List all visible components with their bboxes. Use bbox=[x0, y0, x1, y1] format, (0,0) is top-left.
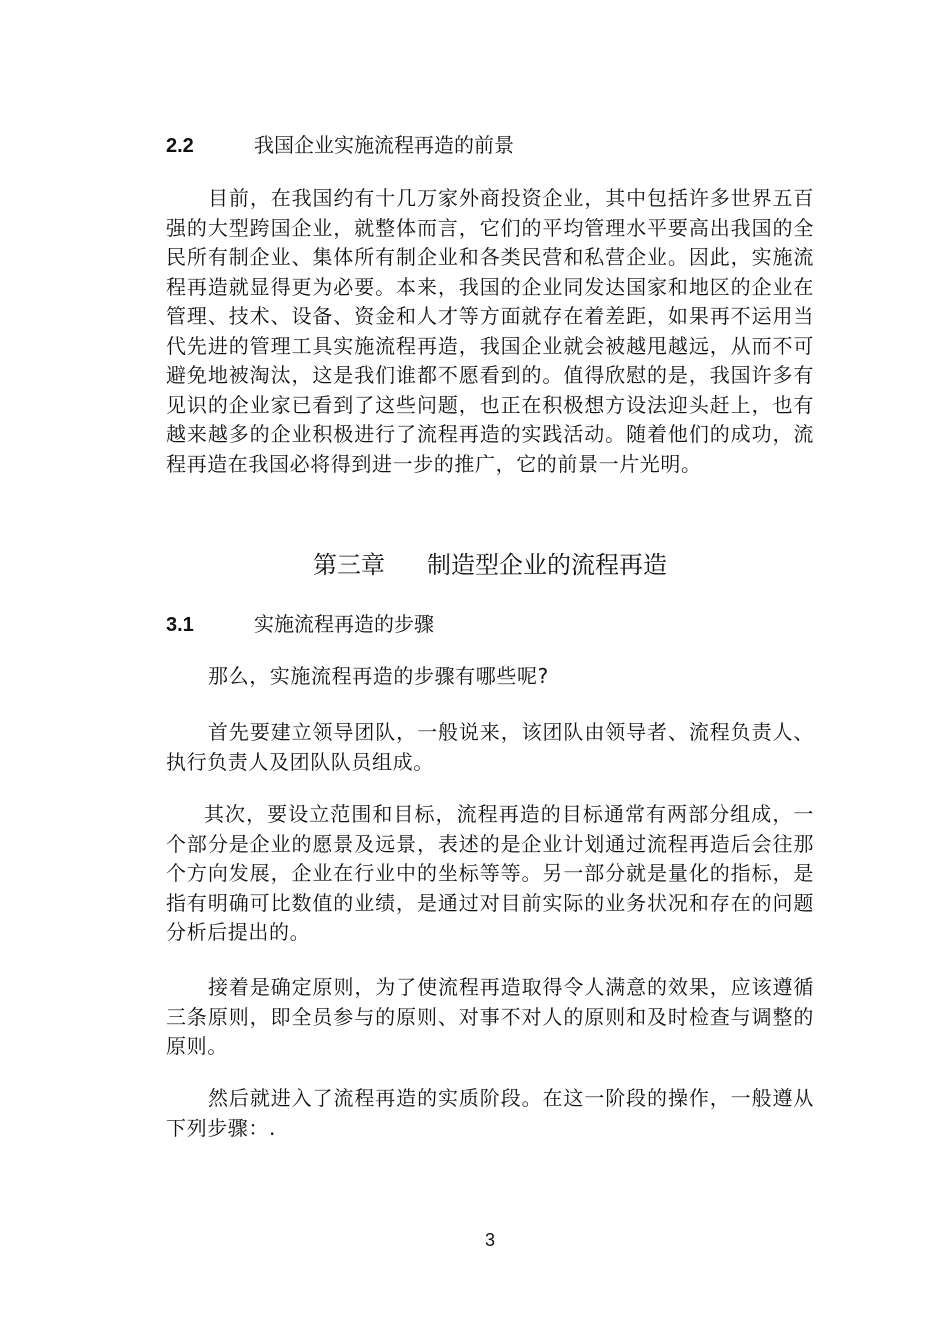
section-heading-2-2 bbox=[166, 130, 514, 161]
paragraph-prospects: 目前，在我国约有十几万家外商投资企业，其中包括许多世界五百强的大型跨国企业，就整体而言，它们的平均管理水平要高出我国的全民所有制企业、集体所有制企业和各类民营和私营企业。因此，实施流程再造就显得更为必要。本来，我国的企业同发达国家和地区的企业在管理、技术、设备、资金和人才等方面就存在着差距，如果再不运用当代先进的管理工具实施流程再造，我国企业就会被越甩越远，从而不可避免地被淘汰，这是我们谁都不愿看到的。值得欣慰的是，我国许多有见识的企业家已看到了这些问题，也正在积极想方设法迎头赶上，也有越来越多的企业积极进行了流程再造的实践活动。随着他们的成功，流程再造在我国必将得到进一步的推广，它的前景一片光明。 bbox=[166, 186, 814, 476]
chapter-title: 制造型企业的流程再造 bbox=[427, 551, 667, 579]
paragraph-step-team: 首先要建立领导团队，一般说来，该团队由领导者、流程负责人、执行负责人及团队队员组成。 bbox=[166, 720, 814, 774]
section-heading-3-1 bbox=[166, 609, 434, 640]
paragraph-question: 那么，实施流程再造的步骤有哪些呢? bbox=[208, 664, 549, 688]
paragraph-step-execution: 然后就进入了流程再造的实质阶段。在这一阶段的操作，一般遵从下列步骤：. bbox=[166, 1086, 814, 1140]
section-number: 2.2 bbox=[166, 135, 194, 157]
section-title: 实施流程再造的步骤 bbox=[254, 612, 434, 636]
paragraph-step-scope: 其次，要设立范围和目标，流程再造的目标通常有两部分组成，一个部分是企业的愿景及远景，表述的是企业计划通过流程再造后会往那个方向发展，企业在行业中的坐标等等。另一部分就是量化的指标，是指有明确可比数值的业绩，是通过对目前实际的业务状况和存在的问题分析后提出的。 bbox=[166, 802, 814, 944]
page-number: 3 bbox=[484, 1230, 495, 1250]
paragraph-step-principles: 接着是确定原则，为了使流程再造取得令人满意的效果，应该遵循三条原则，即全员参与的原则、对事不对人的原则和及时检查与调整的原则。 bbox=[166, 975, 814, 1058]
section-title: 我国企业实施流程再造的前景 bbox=[254, 133, 514, 157]
section-number: 3.1 bbox=[166, 614, 194, 636]
chapter-label: 第三章 bbox=[313, 551, 385, 579]
chapter-heading bbox=[0, 548, 950, 582]
